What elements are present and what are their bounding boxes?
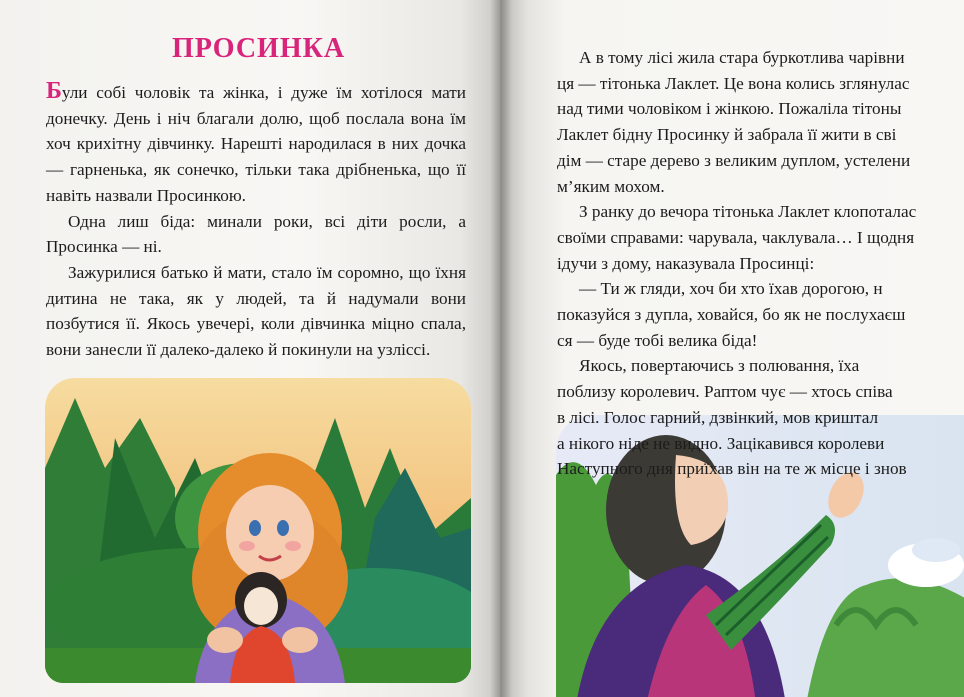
text-line: а нікого ніде не видно. Зацікавився королеви bbox=[557, 433, 885, 453]
left-page-text bbox=[46, 80, 466, 363]
text-line: в лісі. Голос гарний, дзвінкий, мов криштал bbox=[557, 407, 879, 427]
text-line: показуйся з дупла, ховайся, бо як не послухаєш bbox=[557, 305, 906, 325]
text-line: дім — старе дерево з великим дуплом, устелени bbox=[557, 150, 911, 170]
paragraph-1 bbox=[46, 80, 466, 209]
text-line: ця — тітонька Лаклет. Це вона колись зглянулас bbox=[557, 73, 910, 93]
story-title: ПРОСИНКА bbox=[172, 33, 346, 64]
text-line: Лаклет бідну Просинку й забрала її жити в сві bbox=[557, 125, 897, 145]
drop-cap: Б bbox=[46, 78, 62, 104]
paragraph-2: Одна лиш біда: минали роки, всі діти росли, а Просинка — ні. bbox=[46, 211, 466, 257]
text-line: — Ти ж гляди, хоч би хто їхав дорогою, н bbox=[579, 279, 883, 299]
book-gutter bbox=[490, 0, 512, 697]
paragraph-3: Зажурилися батько й мати, стало їм соромно, що їхня дитина не така, як у людей, та й надумали вони позбутися її. Якось увечері, коли дівчинка міцно спала, вони занесли її далеко-далеко й покинули на узліссі. bbox=[46, 262, 466, 360]
text-line: З ранку до вечора тітонька Лаклет клопоталас bbox=[579, 202, 917, 222]
girl-with-doll-illustration bbox=[45, 378, 471, 683]
text-line: Наступного дня приїхав він на те ж місце і знов bbox=[557, 459, 907, 479]
text-line: над тими чоловіком і жінкою. Пожаліла тітоны bbox=[557, 99, 902, 119]
text-line: Якось, повертаючись з полювання, їха bbox=[579, 356, 860, 376]
text-line: ся — буде тобі велика біда! bbox=[557, 330, 758, 350]
text-line: поблизу королевич. Раптом чує — хтось співа bbox=[557, 382, 893, 402]
text-line: ідучи з дому, наказувала Просинці: bbox=[557, 253, 815, 273]
text-line: А в тому лісі жила стара буркотлива чарівни bbox=[579, 48, 905, 67]
right-page-text bbox=[557, 45, 964, 482]
paragraph-1-text: ули собі чоловік та жінка, і дуже їм хотілося мати донечку. День і ніч благали долю, щоб послала вона їм хоч крихітну дівчинку. Нарешті народилася в них дочка — гарненька, як сонечко, тільки така дрібненька, що її навіть назвали Просинкою. bbox=[46, 83, 466, 205]
text-line: своїми справами: чарувала, чаклувала… І щодня bbox=[557, 227, 915, 247]
text-line: м’яким мохом. bbox=[557, 176, 665, 196]
